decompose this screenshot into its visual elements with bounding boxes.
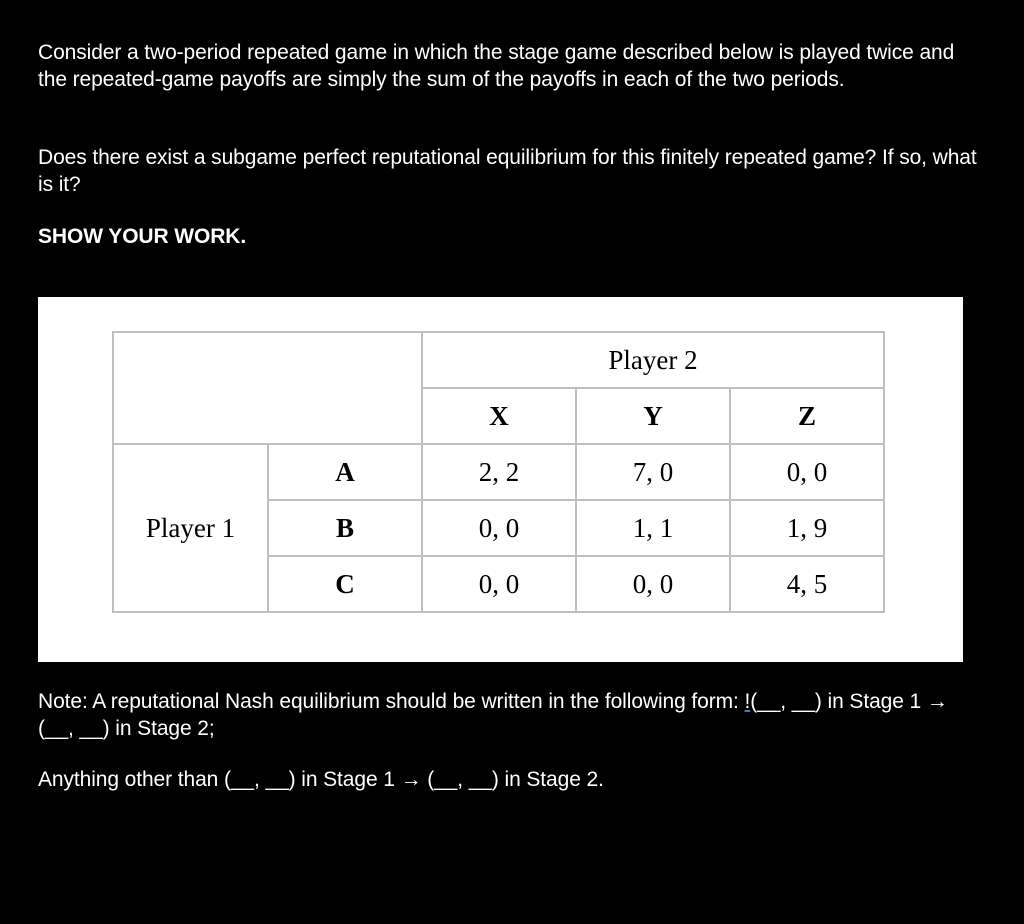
column-header-z: Z [730,388,884,444]
payoff-cell-b-y: 1, 1 [576,500,730,556]
note-text-after-link: (__, __) in Stage 1 → (__, __) in Stage 2; [38,690,948,740]
payoff-cell-b-x: 0, 0 [422,500,576,556]
question-prompt: Does there exist a subgame perfect reputational equilibrium for this finitely repeated game? If so, what is it? [38,146,977,196]
payoff-cell-a-z: 0, 0 [730,444,884,500]
note-link[interactable]: ! [744,690,751,713]
note-line-1 [38,688,978,742]
payoff-matrix-panel [38,297,963,662]
column-header-y: Y [576,388,730,444]
payoff-cell-b-z: 1, 9 [730,500,884,556]
question-instruction: SHOW YOUR WORK. [38,225,247,248]
column-header-x: X [422,388,576,444]
table-header-row-player2 [113,332,884,388]
note-text-before-link: Note: A reputational Nash equilibrium should be written in the following form: [38,690,745,713]
empty-corner-cell [113,332,422,444]
payoff-cell-a-y: 7, 0 [576,444,730,500]
payoff-cell-c-z: 4, 5 [730,556,884,612]
player1-label: Player 1 [113,444,268,612]
question-intro: Consider a two-period repeated game in which the stage game described below is played twice and the repeated-game payoffs are simply the sum of the payoffs in each of the two periods. [38,41,955,91]
row-header-c: C [268,556,422,612]
player2-label: Player 2 [422,332,884,388]
payoff-matrix [112,331,885,613]
note-line-2: Anything other than (__, __) in Stage 1 → (__, __) in Stage 2. [38,768,604,791]
table-row-a [113,444,884,500]
row-header-a: A [268,444,422,500]
payoff-cell-a-x: 2, 2 [422,444,576,500]
payoff-cell-c-y: 0, 0 [576,556,730,612]
row-header-b: B [268,500,422,556]
payoff-cell-c-x: 0, 0 [422,556,576,612]
